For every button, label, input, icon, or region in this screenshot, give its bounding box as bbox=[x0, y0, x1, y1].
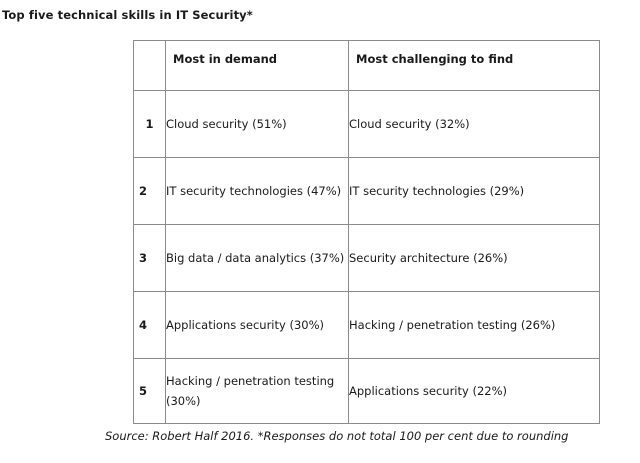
table-header-row bbox=[134, 41, 600, 91]
demand-cell: Hacking / penetration testing (30%) bbox=[166, 359, 349, 424]
most-challenging-header: Most challenging to find bbox=[349, 41, 600, 91]
demand-cell: IT security technologies (47%) bbox=[166, 158, 349, 225]
skills-table bbox=[133, 40, 600, 424]
rank-cell: 5 bbox=[134, 359, 166, 424]
table-row bbox=[134, 359, 600, 424]
rank-cell: 3 bbox=[134, 225, 166, 292]
table-row bbox=[134, 91, 600, 158]
demand-cell: Big data / data analytics (37%) bbox=[166, 225, 349, 292]
table-title: Top five technical skills in IT Security* bbox=[2, 8, 253, 22]
table-row bbox=[134, 158, 600, 225]
rank-cell: 2 bbox=[134, 158, 166, 225]
source-note: Source: Robert Half 2016. *Responses do not total 100 per cent due to rounding bbox=[105, 429, 569, 443]
demand-cell: Cloud security (51%) bbox=[166, 91, 349, 158]
rank-cell: 4 bbox=[134, 292, 166, 359]
most-in-demand-header: Most in demand bbox=[166, 41, 349, 91]
challenge-cell: Applications security (22%) bbox=[349, 359, 600, 424]
rank-column-header bbox=[134, 41, 166, 91]
challenge-cell: Cloud security (32%) bbox=[349, 91, 600, 158]
table-row bbox=[134, 225, 600, 292]
challenge-cell: IT security technologies (29%) bbox=[349, 158, 600, 225]
table-row bbox=[134, 292, 600, 359]
challenge-cell: Hacking / penetration testing (26%) bbox=[349, 292, 600, 359]
demand-cell: Applications security (30%) bbox=[166, 292, 349, 359]
challenge-cell: Security architecture (26%) bbox=[349, 225, 600, 292]
rank-cell: 1 bbox=[134, 91, 166, 158]
